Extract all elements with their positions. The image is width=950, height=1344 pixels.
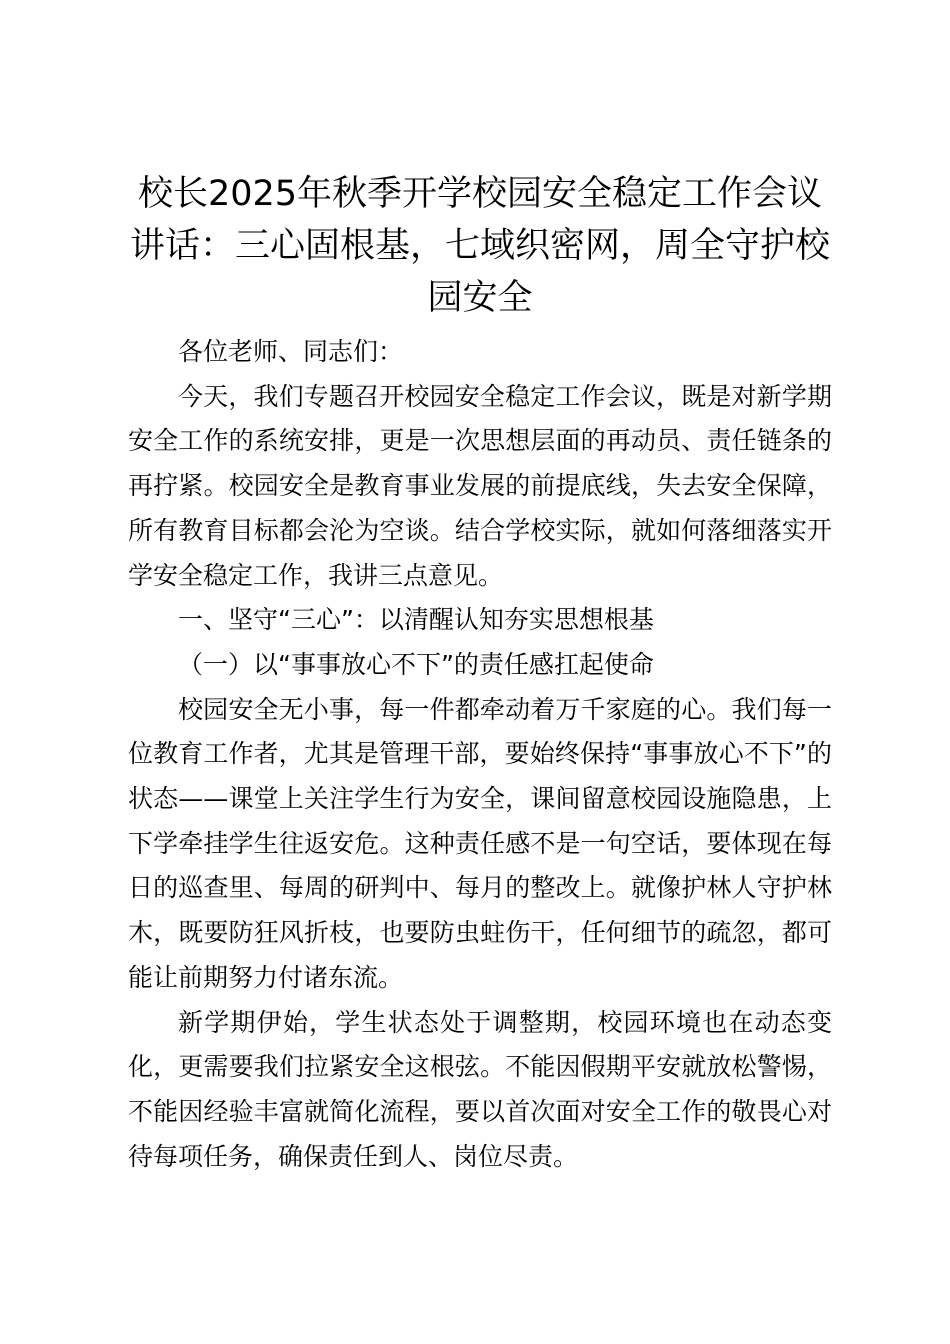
document-title: 校长2025年秋季开学校园安全稳定工作会议讲话：三心固根基，七域织密网，周全守护校园安全	[129, 174, 830, 318]
paragraph-intro: 今天，我们专题召开校园安全稳定工作会议，既是对新学期安全工作的系统安排，更是一次思想层面的再动员、责任链条的再拧紧。校园安全是教育事业发展的前提底线，失去安全保障，所有教育目标都会沦为空谈。结合学校实际，就如何落细落实开学安全稳定工作，我讲三点意见。	[128, 381, 832, 590]
section-heading-1: 一、坚守“三心”：以清醒认知夯实思想根基	[178, 605, 654, 635]
paragraph-body-1: 校园安全无小事，每一件都牵动着万千家庭的心。我们每一位教育工作者，尤其是管理干部，要始终保持“事事放心不下”的状态——课堂上关注学生行为安全，课间留意校园设施隐患，上下学牵挂学生往返安危。这种责任感不是一句空话，要体现在每日的巡查里、每周的研判中、每月的整改上。就像护林人守护林木，既要防狂风折枝，也要防虫蛀伤干，任何细节的疏忽，都可能让前期努力付诸东流。	[128, 694, 832, 992]
subsection-heading-1: （一）以“事事放心不下”的责任感扛起使命	[178, 649, 654, 679]
document-page	[128, 168, 832, 1179]
greeting: 各位老师、同志们：	[178, 337, 404, 366]
paragraph-body-2: 新学期伊始，学生状态处于调整期，校园环境也在动态变化，更需要我们拉紧安全这根弦。不能因假期平安就放松警惕，不能因经验丰富就简化流程，要以首次面对安全工作的敬畏心对待每项任务，确保责任到人、岗位尽责。	[128, 1007, 832, 1171]
